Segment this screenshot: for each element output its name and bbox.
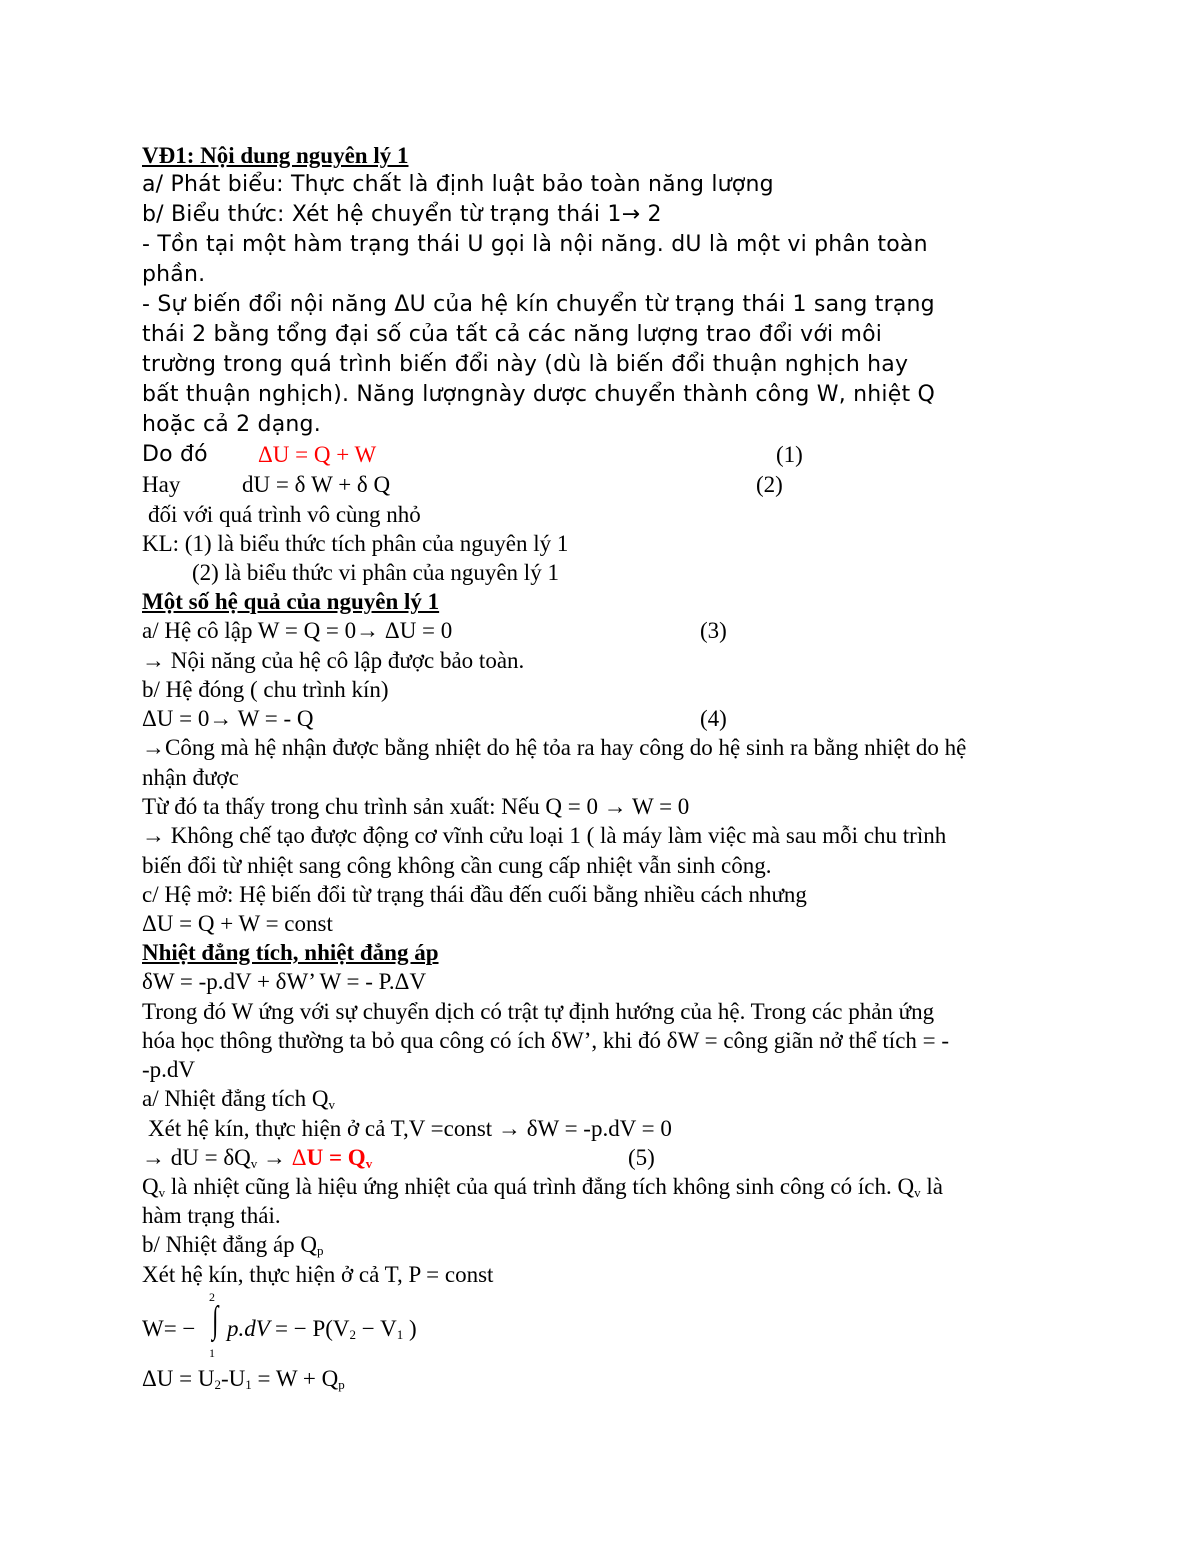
equation-1-prefix: Do đó <box>142 442 208 467</box>
isochoric-condition: Xét hệ kín, thực hiện ở cả T,V =const → δW = -p.dV = 0 <box>148 1116 672 1141</box>
integral-rhs: = − $P(V_2 - V_1$ ) <box>275 1316 417 1342</box>
paragraph-line: - Sự biến đổi nội năng ΔU của hệ kín chuyển từ trạng thái 1 sang trạng <box>142 292 935 317</box>
equation-1: ΔU = Q + W <box>258 442 377 467</box>
corollary-line: biến đổi từ nhiệt sang công không cần cung cấp nhiệt vẫn sinh công. <box>142 853 772 878</box>
integral-body: p.dV <box>227 1316 270 1341</box>
integral-sign: ∫ <box>212 1299 219 1341</box>
subheading: Nhiệt đẳng tích, nhiệt đẳng áp <box>142 940 439 965</box>
corollary-line: → Không chế tạo được động cơ vĩnh cửu loại 1 ( là máy làm việc mà sau mỗi chu trình <box>142 823 947 848</box>
integral-lhs: W= − <box>142 1316 196 1341</box>
corollary-line: →Công mà hệ nhận được bằng nhiệt do hệ tỏa ra hay công do hệ sinh ra bằng nhiệt do hệ <box>142 735 967 760</box>
equation-3-number: (3) <box>700 618 727 643</box>
paragraph-line: hóa học thông thường ta bỏ qua công có ích δW’, khi đó δW = công giãn nở thể tích = - <box>142 1028 950 1053</box>
paragraph-line: phần. <box>142 262 206 287</box>
section-heading: VĐ1: Nội dung nguyên lý 1 <box>142 143 409 168</box>
paragraph-line: hoặc cả 2 dạng. <box>142 412 321 437</box>
isobaric-condition: Xét hệ kín, thực hiện ở cả T, P = const <box>142 1262 494 1287</box>
equation-4-number: (4) <box>700 706 727 731</box>
corollary-line: → Nội năng của hệ cô lập được bảo toàn. <box>142 648 525 673</box>
isochoric-heading: a/ Nhiệt đẳng tích $Q_v$ <box>142 1086 336 1112</box>
integral-upper-limit: 2 <box>209 1290 215 1304</box>
conclusion-line: (2) là biểu thức vi phân của nguyên lý 1 <box>192 560 559 585</box>
corollary-equation: ΔU = 0→ W = - Q <box>142 706 314 731</box>
paragraph-line: Trong đó W ứng với sự chuyển dịch có trật tự định hướng của hệ. Trong các phản ứng <box>142 999 935 1024</box>
expression-line: b/ Biểu thức: Xét hệ chuyển từ trạng thái 1→ 2 <box>142 202 662 227</box>
paragraph-line: $Q_v$ là nhiệt cũng là hiệu ứng nhiệt của quá trình đẳng tích không sinh công có ích. $Q_v$ là <box>142 1174 943 1200</box>
work-equation: δW = -p.dV + δW’ W = - P.ΔV <box>142 969 427 994</box>
paragraph-line: trường trong quá trình biến đổi này (dù là biến đổi thuận nghịch hay <box>142 352 909 377</box>
corollary-line: a/ Hệ cô lập W = Q = 0→ ΔU = 0 <box>142 618 453 643</box>
corollary-equation: ΔU = Q + W = const <box>142 911 333 936</box>
equation-2: dU = δ W + δ Q <box>242 472 391 497</box>
conclusion-line: KL: (1) là biểu thức tích phân của nguyên lý 1 <box>142 531 569 556</box>
equation-1-number: (1) <box>776 442 803 467</box>
equation-2-prefix: Hay <box>142 472 181 497</box>
internal-energy-equation: $\Delta U = U_2-U_1 = W + Q_p$ <box>142 1366 345 1392</box>
paragraph-line: - Tồn tại một hàm trạng thái U gọi là nội năng. dU là một vi phân toàn <box>142 232 928 257</box>
paragraph-line: bất thuận nghịch). Năng lượngnày dược chuyển thành công W, nhiệt Q <box>142 382 935 407</box>
corollary-line: c/ Hệ mở: Hệ biến đổi từ trạng thái đầu đến cuối bằng nhiều cách nhưng <box>142 882 807 907</box>
corollary-line: Từ đó ta thấy trong chu trình sản xuất: Nếu Q = 0 → W = 0 <box>142 794 690 819</box>
paragraph-line: -p.dV <box>142 1057 196 1082</box>
equation-2-note: đối với quá trình vô cùng nhỏ <box>148 502 421 527</box>
corollary-line: b/ Hệ đóng ( chu trình kín) <box>142 677 389 702</box>
corollary-line: nhận được <box>142 765 239 790</box>
subheading: Một số hệ quả của nguyên lý 1 <box>142 589 440 614</box>
integral-lower-limit: 1 <box>209 1346 215 1360</box>
paragraph-line: thái 2 bằng tổng đại số của tất cả các năng lượng trao đổi với môi <box>142 322 883 347</box>
isobaric-heading: b/ Nhiệt đẳng áp $Q_p$ <box>142 1232 324 1258</box>
equation-2-number: (2) <box>756 472 783 497</box>
paragraph-line: hàm trạng thái. <box>142 1203 281 1228</box>
equation-5-number: (5) <box>628 1145 655 1170</box>
equation-5: → dU = $\delta Q_v \to \Delta U = Q_v$ <box>142 1145 373 1171</box>
statement-line: a/ Phát biểu: Thực chất là định luật bảo toàn năng lượng <box>142 172 774 197</box>
